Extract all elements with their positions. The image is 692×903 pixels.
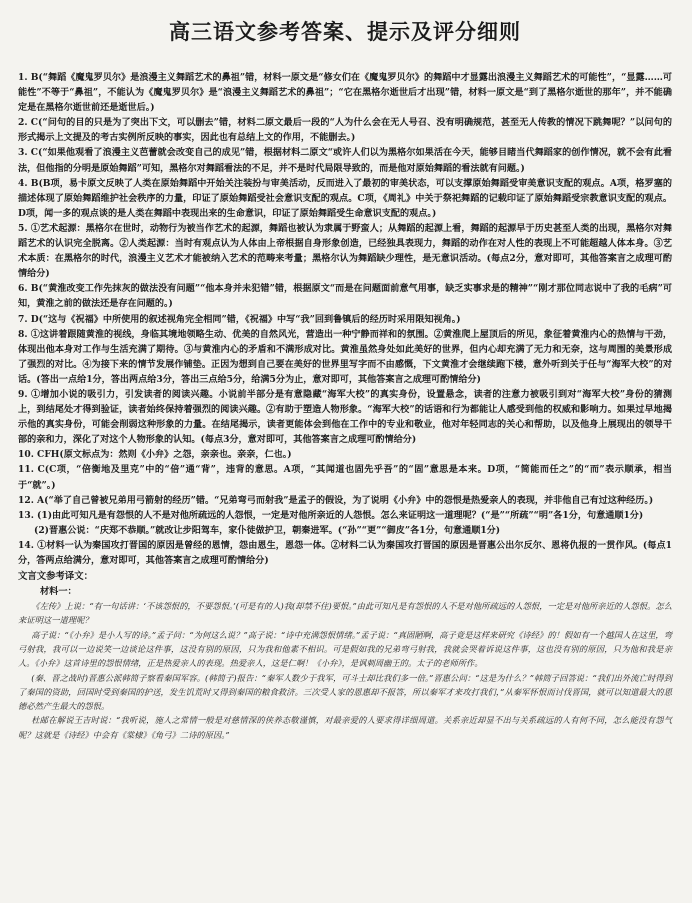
answer-item: 8. ①这讲着跟随黄淮的视线，身临其境地领略生动、优美的自然风光，营造出一种宁静而祥和的氛围。②黄淮爬上屋顶后的所见，象征着黄淮内心的热情与干劲，体现出他本身对工作与生活充满了期待。③与黄淮内心的矛盾和不满形成对比。黄淮虽然身处如此美好的世界，但内心却充满了无力和无奈，这与周围的美景形成了强烈的对比。④为接下来的情节发展作铺垫。正因为想到自己要在美好的世界里写字而不由感慨，下文黄淮才会继续跑下楼，意外听到关于任与“海军大校”的对话。(答出一点给1分，答出两点给3分，答出三点给5分，给满5分为止，意对即可，其他答案言之成理可酌情给分) — [18, 328, 672, 385]
answer-item: 2. C(“问句的目的只是为了突出下文，可以删去”错，材料二原文最后一段的“人为什么会在无人号召、没有明确规范，甚至无人传教的情况下跳舞呢？”以问句的形式揭示上文提及的考古实例所反映的事实，因此也有总结上文的作用，不能删去。) — [18, 117, 672, 144]
answer-item: 7. D(“这与《祝福》中所使用的叙述视角完全相同”错，《祝福》中写“我”回到鲁镇后的经历时采用限知视角。) — [18, 313, 461, 325]
answers-list — [18, 70, 672, 568]
answer-item: 11. C(C项，“倍衡地及里克”中的“倍”通“背”，违背的意思。A项，“其闻道也固先乎吾”的“固”意思是本来。D项，“简能而任之”的“而”表示顺承，相当于“就”。) — [18, 464, 672, 491]
answer-item: 12. A(“举了自己曾被兄弟用弓箭射的经历”错。“兄弟弯弓而射我”是孟子的假设，为了说明《小弁》中的怨恨是热爱亲人的表现，并非他自己有过这种经历。) — [18, 494, 654, 506]
answer-item: 3. C(“如果他观看了浪漫主义芭蕾就会改变自己的成见”错，根据材料二原文“或许人们以为黑格尔如果活在今天，能够目睹当代舞蹈家的创作情况，就不会有此看法，但他指的分明是原始舞蹈”可知，黑格尔对舞蹈看法的不足，并不是时代局限导致的，而是他对原始舞蹈的看法就有问题。) — [18, 147, 672, 174]
answer-item: 1. B(“舞蹈《魔鬼罗贝尔》是浪漫主义舞蹈艺术的鼻祖”错，材料一原文是“修女们在《魔鬼罗贝尔》的舞蹈中才显露出浪漫主义舞蹈艺术的可能性”，“显露……可能性”不等于“鼻祖”，不能认为《魔鬼罗贝尔》是“浪漫主义舞蹈艺术的鼻祖”；“它在黑格尔逝世后才出现”错，材料一原文是“到了黑格尔逝世的那年”，并不能确定是在黑格尔逝世前还是逝世后。) — [18, 72, 672, 114]
document-title: 高三语文参考答案、提示及评分细则 — [169, 20, 521, 44]
answer-item: 4. B(B项，易卡原文反映了人类在原始舞蹈中开始关注装扮与审美活动，反而进入了最初的审美状态，可以支撑原始舞蹈受审美意识支配的观点。A项，格罗塞的描述体现了原始舞蹈维护社会秩序的力量，印证了原始舞蹈受社会意识支配的观点。C项，《周礼》中关于祭祀舞蹈的记载印证了原始舞蹈受宗教意识支配的观点。D项，闻一多的观点谈的是人类在舞蹈中表现出来的生命意识，印证了原始舞蹈受生命意识支配的观点。) — [18, 177, 672, 219]
answer-item: 6. B(“黄淮改变工作先抹灰的做法没有问题”“他本身并未犯错”错，根据原文“而是在问题面前意气用事，缺乏实事求是的精神”“刚才那位同志说中了我的毛病”可知，黄淮之前的做法还是存在问题的。) — [18, 283, 672, 310]
answer-item: 14. ①材料一认为秦国攻打晋国的原因是曾经的恩情，怨由恩生，恩怨一体。②材料二认为秦国攻打晋国的原因是晋惠公出尔反尔、恩将仇报的一贯作风。(每点1分，答两点给满分，意对即可，其他答案言之成理可酌情给分) — [18, 539, 672, 566]
translation-heading: 文言文参考译文： — [18, 571, 94, 583]
answer-item: 9. ①增加小说的吸引力，引发读者的阅读兴趣。小说前半部分是有意隐藏“海军大校”的真实身份，设置悬念，读者的注意力被吸引到对“海军大校”身份的猜测上，到结尾处才得到验证，读者始终保持着强烈的阅读兴趣。②有助于塑造人物形象。“海军大校”的话语和行为都能让人感受到他的权威和影响力。如果过早地揭示他的真实身份，可能会削弱这种形象的力量。在结尾揭示，读者更能体会到他在工作中的专业和敬业，他对年轻同志的关心和帮助，以及他身上展现出的领导干部的亲和力，深化了对这个人物形象的认知。(每点3分，意对即可，其他答案言之成理可酌情给分) — [18, 388, 672, 446]
translation-paragraph: 杜邮在解说王吉时说：“我听说，施人之常情一般是对慈情深的侠养态敬谨慎，对最亲爱的人要求得详细周道。关系亲近却显不出与关系疏远的人有何不同，怎么能没有怨气呢？这就是《诗经》中会有《棠棣》《角弓》二诗的原因。” — [18, 715, 672, 740]
translation-paragraph: 高子说：“《小弁》是小人写的诗。”孟子问：“为何这么说？”高子说：“诗中充满怨恨情绪。”孟子说：“真固陋啊，高子竟是这样来研究《诗经》的！假如有一个越国人在这里，弯弓射我，我可以一边说笑一边谈论这件事，这没有别的原因，只为我和他素不相识。可是假如我的兄弟弯弓射我，我就会哭着诉说这件事，这也没有别的原因，只为他和我是亲人。《小弁》这首诗里的怨恨情绪，正是热爱亲人的表现。热爱亲人，这是仁啊！《小弁》，是讽刺周幽王的。太子的老师所作。 — [18, 629, 672, 669]
translation-subheading: 材料一： — [40, 586, 77, 598]
answer-item: 13. (1)由此可知凡是有怨恨的人不是对他所疏远的人怨恨，一定是对他所亲近的人怨恨。怎么来证明这一道理呢？(“是”“所疏”“明”各1分，句意通顺1分) — [18, 509, 644, 521]
translation-paragraph: 《左传》上说：“有一句话讲：‘不该怨恨的，不要怨恨。’(可是有的人)我(却禁不住)要恨。”由此可知凡是有怨恨的人不是对他所疏远的人怨恨，一定是对他所亲近的人怨恨。怎么来证明这一道理呢？ — [18, 601, 672, 626]
answer-item: (2)晋惠公说：“庆郑不恭顺。”就改让步阳驾车，家仆徒做护卫，朝秦进军。(“孙”“更”“御皮”各1分，句意通顺1分) — [34, 524, 501, 536]
answer-item: 10. CFH(原文标点为：然则《小弁》之怨，亲亲也。亲亲，仁也。) — [18, 449, 292, 461]
translation-body — [18, 599, 672, 742]
answer-item: 5. ①艺术起源：黑格尔在世时，动物行为被当作艺术的起源，舞蹈也被认为隶属于野蛮人；从舞蹈的起源上看，舞蹈的起源早于历史甚至人类的出现，黑格尔对舞蹈艺术的认识完全脱离。②人类起源：当时有观点认为人体由上帝根据自身形象创造，已经独具表现力，舞蹈的动作在对人性的表现上不可能超越人体本身。③艺术本质：在黑格尔的时代，浪漫主义艺术才能被纳入艺术的范畴来考量；黑格尔认为舞蹈缺少理性，是无意识活动。(每点2分，意对即可，其他答案言之成理可酌情给分) — [18, 222, 672, 280]
translation-paragraph: (秦、晋之战时)晋惠公派韩简子察看秦国军容。(韩简子)报告：“秦军人数少于我军，可斗士却比我们多一倍。”晋惠公问：“这是为什么？”韩简子回答说：“我们出外流亡时得到了秦国的资助，回国时受到秦国的护送，发生饥荒时又得到秦国的粮食救济。三次受人家的恩惠却不报答，所以秦军才来攻打我们，”从秦军怀恨而讨伐晋国，就可以知道最大的恩德必然产生最大的怨恨。 — [18, 672, 672, 712]
